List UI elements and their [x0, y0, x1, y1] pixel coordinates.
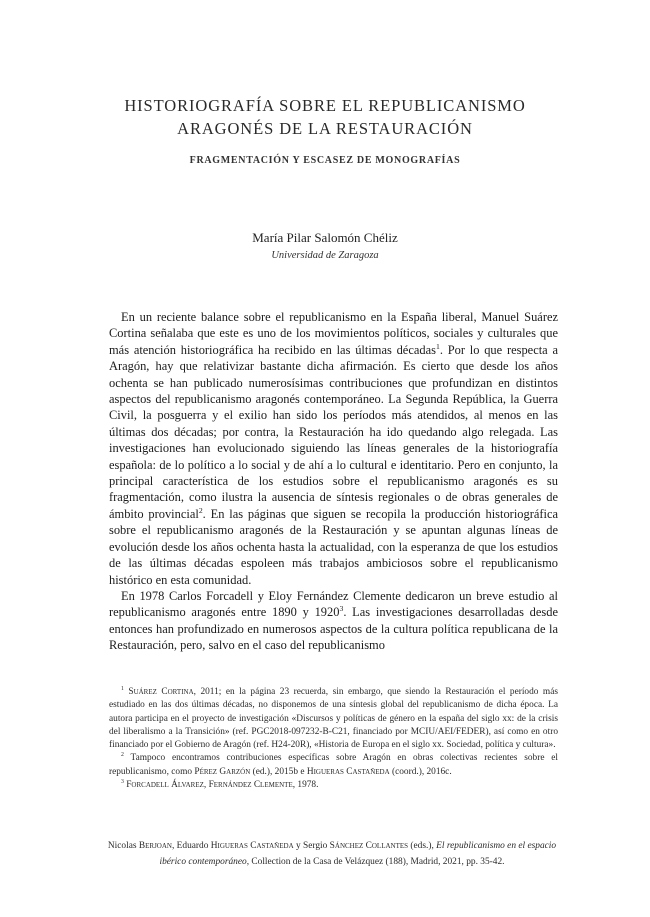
footnote-author: Forcadell Álvarez, Fernández Clemente	[126, 780, 293, 791]
body-text: . Las investigaciones desarrolladas desde entonces han profundizado en numerosos aspectos de la cultura política republicana de la Restauración, pero, salvo en el caso del republicanismo	[109, 605, 558, 653]
footnote-text: (coord.), 2016c.	[389, 766, 452, 777]
chapter-title	[60, 94, 590, 140]
citation-text: Nicolas	[107, 841, 139, 851]
body-text: En un reciente balance sobre el republicanismo en la España liberal, Manuel Suárez Cortina señalaba que este es uno de los movimientos políticos, sociales y culturales que más atención historiográfica ha recibido en las últimas décadas	[109, 310, 558, 357]
body-text: En 1978 Carlos Forcadell y Eloy Fernández Clemente dedicaron un breve estudio al republicanismo aragonés entre 1890 y 1920	[109, 588, 558, 620]
chapter-body	[109, 309, 558, 654]
footnote-3	[109, 779, 558, 792]
citation-editor: Sánchez Collantes	[329, 841, 409, 851]
author-name: María Pilar Salomón Chéliz	[252, 230, 398, 245]
citation-text: , Collection de la Casa de Velázquez (188), Madrid, 2021, pp. 35-42.	[246, 857, 505, 867]
footnote-number: 1	[121, 685, 124, 692]
footnote-author: Suárez Cortina	[128, 687, 194, 697]
footnote-text: Tampoco encontramos contribuciones específicas sobre Aragón en obras colectivas recientes sobre el republicanismo, como	[109, 753, 559, 777]
footnote-ref-2[interactable]: 2	[198, 505, 203, 515]
footnote-ref-1[interactable]: 1	[435, 341, 440, 351]
body-paragraph-2	[109, 588, 558, 654]
footnote-ref-3[interactable]: 3	[339, 604, 344, 614]
citation-text: , Eduardo	[171, 841, 211, 851]
citation-text: (eds.),	[408, 841, 437, 851]
chapter-title-line-1: HISTORIOGRAFÍA SOBRE EL REPUBLICANISMO	[124, 96, 526, 115]
source-citation	[100, 838, 564, 870]
body-paragraph-1	[109, 309, 558, 588]
citation-text: y Sergio	[293, 841, 330, 851]
footnote-author: Pérez Garzón	[194, 766, 251, 777]
footnote-number: 2	[121, 752, 124, 759]
body-text: . En las páginas que siguen se recopila la producción historiográfica sobre el republicanismo aragonés de la Restauración y se apuntan algunas líneas de evolución desde los años ochenta hasta la actualidad, con la esperanza de que los estudios de las últimas décadas espoleen más trabajos ambiciosos sobre el republicanismo histórico en esta comunidad.	[109, 506, 559, 587]
footnotes	[109, 686, 558, 792]
footnote-text: , 2011; en la página 23 recuerda, sin embargo, que siendo la Restauración el período más estudiado en las dos últimas décadas, no disponemos de una síntesis global del republicanismo de dicha época. La autora participa en el proyecto de investigación «Discursos y políticas de género en la españa del siglo xx: de la crisis del liberalismo a la Transición» (ref. PGC2018-097232-B-C21, financiado por MCIU/AEI/FEDER), así como en otro financiado por el Gobierno de Aragón (ref. H24-20R), «Historia de Europa en el siglo xx. Sociedad, política y cultura».	[109, 687, 558, 751]
footnote-1	[109, 686, 558, 752]
citation-editor: Berjoan	[138, 841, 172, 851]
citation-editor: Higueras Castañeda	[210, 841, 294, 851]
body-text: . Por lo que respecta a Aragón, hay que relativizar bastante dicha afirmación. Es cierto que desde los años ochenta se han publicado numerosísimas contribuciones que profundizan en distintos aspectos del republicanismo aragonés contemporáneo. La Segunda República, la Guerra Civil, la posguerra y el exilio han sido los períodos más atendidos, al menos en las últimas dos décadas; por contra, la Restauración ha ido quedando algo relegada. Las investigaciones han evolucionado siguiendo las líneas generales de la historiografía española: de lo político a lo social y de ahí a lo cultural e identitario. Pero en conjunto, la principal característica de los estudios sobre el republicanismo aragonés es su fragmentación, como ilustra la ausencia de síntesis regionales o de obras generales de ámbito provincial	[109, 342, 558, 521]
citation-book-title: El republicanismo en el espacio ibérico contemporáneo	[159, 841, 557, 867]
author-affiliation: Universidad de Zaragoza	[271, 250, 379, 261]
chapter-title-line-2: ARAGONÉS DE LA RESTAURACIÓN	[177, 119, 473, 138]
footnote-2	[109, 752, 558, 779]
footnote-author: Higueras Castañeda	[306, 766, 390, 777]
footnote-number: 3	[121, 778, 124, 785]
footnote-text: , 1978.	[292, 780, 319, 791]
footnote-text: (ed.), 2015b e	[250, 766, 307, 777]
chapter-subtitle: FRAGMENTACIÓN Y ESCASEZ DE MONOGRAFÍAS	[189, 155, 461, 166]
